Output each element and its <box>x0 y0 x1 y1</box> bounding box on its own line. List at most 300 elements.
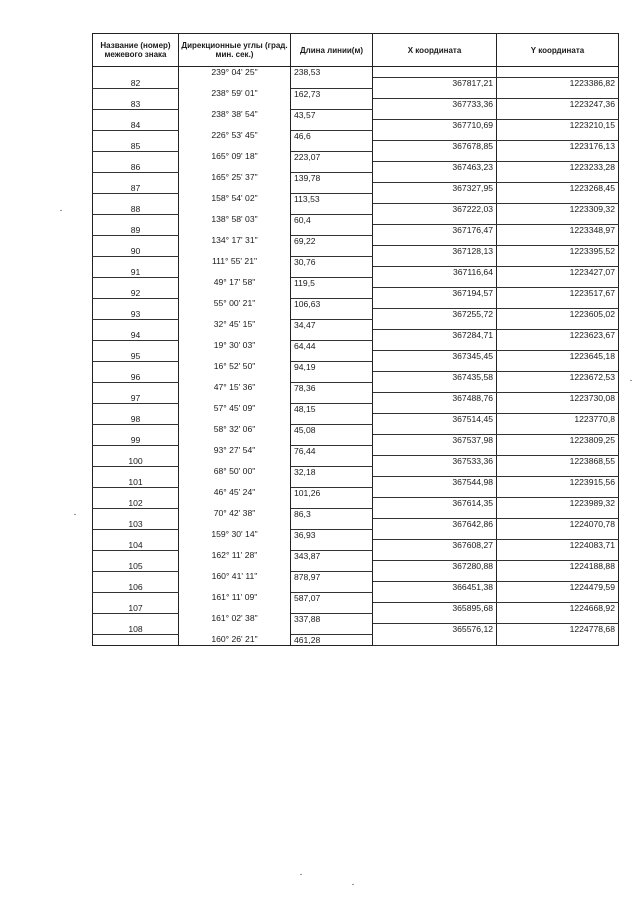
point-length-cell <box>291 309 373 320</box>
point-length-cell <box>291 561 373 572</box>
point-x: 367255,72 <box>373 309 497 320</box>
header-length: Длина линии(м) <box>291 34 373 67</box>
table-row-segment <box>93 466 619 477</box>
point-y: 1223517,67 <box>497 288 619 299</box>
segment-angle: 55° 00' 21" <box>179 298 291 309</box>
point-x: 367678,85 <box>373 141 497 152</box>
segment-y-cell <box>497 277 619 288</box>
scan-speck <box>630 380 632 381</box>
point-angle-cell <box>179 435 291 446</box>
table-row-segment <box>93 445 619 456</box>
point-angle-cell <box>179 246 291 257</box>
segment-name-cell <box>93 298 179 309</box>
segment-length: 94,19 <box>291 361 373 372</box>
point-x: 367345,45 <box>373 351 497 362</box>
segment-angle: 70° 42' 38" <box>179 508 291 519</box>
segment-x-cell <box>373 571 497 582</box>
point-y: 1223210,15 <box>497 120 619 131</box>
point-x: 367614,35 <box>373 498 497 509</box>
segment-y-cell <box>497 319 619 330</box>
point-angle-cell <box>179 309 291 320</box>
segment-name-cell <box>93 193 179 204</box>
segment-name-cell <box>93 172 179 183</box>
segment-y-cell <box>497 571 619 582</box>
point-name: 107 <box>93 603 179 614</box>
point-name: 94 <box>93 330 179 341</box>
segment-x-cell <box>373 172 497 183</box>
segment-angle: 161° 02' 38" <box>179 613 291 624</box>
point-angle-cell <box>179 141 291 152</box>
point-x: 365576,12 <box>373 624 497 635</box>
segment-y-cell <box>497 256 619 267</box>
point-length-cell <box>291 498 373 509</box>
segment-angle: 238° 59' 01" <box>179 88 291 99</box>
table-row-point <box>93 540 619 551</box>
segment-name-cell <box>93 487 179 498</box>
segment-length: 139,78 <box>291 172 373 183</box>
point-y: 1224083,71 <box>497 540 619 551</box>
segment-angle: 158° 54' 02" <box>179 193 291 204</box>
segment-y-cell <box>497 88 619 99</box>
table-row-segment <box>93 508 619 519</box>
point-name: 93 <box>93 309 179 320</box>
segment-y-cell <box>497 214 619 225</box>
table-row-point <box>93 162 619 173</box>
table-row-segment <box>93 67 619 78</box>
point-x: 367533,36 <box>373 456 497 467</box>
point-y: 1223605,02 <box>497 309 619 320</box>
point-length-cell <box>291 435 373 446</box>
segment-name-cell <box>93 445 179 456</box>
point-length-cell <box>291 120 373 131</box>
table-row-point <box>93 561 619 572</box>
segment-length: 238,53 <box>291 67 373 78</box>
table-row-point <box>93 78 619 89</box>
table-row-point <box>93 582 619 593</box>
point-y: 1223645,18 <box>497 351 619 362</box>
table-row-point <box>93 624 619 635</box>
point-name: 82 <box>93 78 179 89</box>
segment-angle: 226° 53' 45" <box>179 130 291 141</box>
segment-x-cell <box>373 613 497 624</box>
table-row-segment <box>93 151 619 162</box>
segment-y-cell <box>497 361 619 372</box>
segment-angle: 165° 09' 18" <box>179 151 291 162</box>
point-angle-cell <box>179 78 291 89</box>
segment-x-cell <box>373 67 497 78</box>
point-x: 367463,23 <box>373 162 497 173</box>
point-x: 367435,58 <box>373 372 497 383</box>
table-row-segment <box>93 361 619 372</box>
segment-angle: 161° 11' 09" <box>179 592 291 603</box>
point-angle-cell <box>179 414 291 425</box>
point-angle-cell <box>179 183 291 194</box>
point-length-cell <box>291 162 373 173</box>
point-name: 101 <box>93 477 179 488</box>
header-name: Название (номер) межевого знака <box>93 34 179 67</box>
point-y: 1223176,13 <box>497 141 619 152</box>
segment-length: 78,36 <box>291 382 373 393</box>
point-y: 1224070,78 <box>497 519 619 530</box>
segment-length: 86,3 <box>291 508 373 519</box>
point-name: 88 <box>93 204 179 215</box>
segment-angle: 57° 45' 09" <box>179 403 291 414</box>
header-x: X координата <box>373 34 497 67</box>
table-row-segment <box>93 277 619 288</box>
point-x: 367194,57 <box>373 288 497 299</box>
segment-angle: 16° 52' 50" <box>179 361 291 372</box>
segment-angle: 49° 17' 58" <box>179 277 291 288</box>
segment-angle: 111° 55' 21" <box>179 256 291 267</box>
table-row-point <box>93 120 619 131</box>
point-name: 100 <box>93 456 179 467</box>
point-y: 1223809,25 <box>497 435 619 446</box>
point-angle-cell <box>179 519 291 530</box>
segment-name-cell <box>93 424 179 435</box>
segment-name-cell <box>93 529 179 540</box>
point-x: 367284,71 <box>373 330 497 341</box>
segment-name-cell <box>93 634 179 645</box>
point-x: 367608,27 <box>373 540 497 551</box>
segment-angle: 162° 11' 28" <box>179 550 291 561</box>
segment-angle: 239° 04' 25" <box>179 67 291 78</box>
segment-length: 106,63 <box>291 298 373 309</box>
point-length-cell <box>291 141 373 152</box>
point-y: 1223268,45 <box>497 183 619 194</box>
segment-y-cell <box>497 592 619 603</box>
point-y: 1223989,32 <box>497 498 619 509</box>
scan-speck <box>74 514 76 515</box>
point-x: 367642,86 <box>373 519 497 530</box>
point-name: 85 <box>93 141 179 152</box>
segment-x-cell <box>373 634 497 645</box>
segment-name-cell <box>93 613 179 624</box>
point-length-cell <box>291 477 373 488</box>
segment-name-cell <box>93 277 179 288</box>
segment-angle: 47° 15' 36" <box>179 382 291 393</box>
segment-x-cell <box>373 361 497 372</box>
point-length-cell <box>291 225 373 236</box>
segment-y-cell <box>497 403 619 414</box>
segment-length: 119,5 <box>291 277 373 288</box>
point-length-cell <box>291 99 373 110</box>
table-row-segment <box>93 634 619 645</box>
segment-y-cell <box>497 550 619 561</box>
point-x: 367128,13 <box>373 246 497 257</box>
point-length-cell <box>291 393 373 404</box>
table-row-point <box>93 225 619 236</box>
header-angles: Дирекционные углы (град. мин. сек.) <box>179 34 291 67</box>
segment-x-cell <box>373 277 497 288</box>
table-row-segment <box>93 613 619 624</box>
point-y: 1223623,67 <box>497 330 619 341</box>
point-name: 95 <box>93 351 179 362</box>
table-row-point <box>93 435 619 446</box>
segment-angle: 46° 45' 24" <box>179 487 291 498</box>
segment-angle: 138° 58' 03" <box>179 214 291 225</box>
segment-name-cell <box>93 550 179 561</box>
segment-angle: 160° 26' 21" <box>179 634 291 645</box>
segment-angle: 165° 25' 37" <box>179 172 291 183</box>
point-name: 89 <box>93 225 179 236</box>
segment-length: 60,4 <box>291 214 373 225</box>
segment-name-cell <box>93 319 179 330</box>
point-angle-cell <box>179 393 291 404</box>
point-y: 1223348,97 <box>497 225 619 236</box>
segment-length: 461,28 <box>291 634 373 645</box>
segment-name-cell <box>93 508 179 519</box>
point-angle-cell <box>179 288 291 299</box>
point-x: 367817,21 <box>373 78 497 89</box>
segment-length: 30,76 <box>291 256 373 267</box>
point-name: 84 <box>93 120 179 131</box>
point-name: 97 <box>93 393 179 404</box>
segment-length: 36,93 <box>291 529 373 540</box>
point-angle-cell <box>179 540 291 551</box>
table-row-segment <box>93 487 619 498</box>
segment-y-cell <box>497 130 619 141</box>
point-name: 108 <box>93 624 179 635</box>
table-row-segment <box>93 298 619 309</box>
table-row-segment <box>93 193 619 204</box>
segment-y-cell <box>497 67 619 78</box>
segment-y-cell <box>497 445 619 456</box>
header-y: Y координата <box>497 34 619 67</box>
segment-y-cell <box>497 466 619 477</box>
segment-y-cell <box>497 193 619 204</box>
segment-x-cell <box>373 550 497 561</box>
segment-y-cell <box>497 340 619 351</box>
point-length-cell <box>291 372 373 383</box>
table-row-point <box>93 393 619 404</box>
point-y: 1223868,55 <box>497 456 619 467</box>
table-row-point <box>93 330 619 341</box>
boundary-coordinates-table <box>92 33 619 646</box>
point-angle-cell <box>179 582 291 593</box>
table-row-point <box>93 141 619 152</box>
point-name: 102 <box>93 498 179 509</box>
point-name: 98 <box>93 414 179 425</box>
point-angle-cell <box>179 351 291 362</box>
table-row-point <box>93 246 619 257</box>
table-row-point <box>93 603 619 614</box>
point-name: 86 <box>93 162 179 173</box>
segment-x-cell <box>373 403 497 414</box>
segment-y-cell <box>497 613 619 624</box>
point-length-cell <box>291 624 373 635</box>
table-row-segment <box>93 529 619 540</box>
table-row-segment <box>93 256 619 267</box>
point-name: 92 <box>93 288 179 299</box>
segment-x-cell <box>373 487 497 498</box>
point-name: 99 <box>93 435 179 446</box>
point-angle-cell <box>179 162 291 173</box>
point-length-cell <box>291 540 373 551</box>
table-row-point <box>93 99 619 110</box>
segment-length: 337,88 <box>291 613 373 624</box>
segment-x-cell <box>373 298 497 309</box>
point-name: 105 <box>93 561 179 572</box>
segment-x-cell <box>373 235 497 246</box>
segment-angle: 58° 32' 06" <box>179 424 291 435</box>
table-body <box>93 67 619 646</box>
point-name: 103 <box>93 519 179 530</box>
table-row-point <box>93 351 619 362</box>
point-length-cell <box>291 603 373 614</box>
segment-x-cell <box>373 214 497 225</box>
segment-y-cell <box>497 109 619 120</box>
point-angle-cell <box>179 603 291 614</box>
point-angle-cell <box>179 372 291 383</box>
segment-y-cell <box>497 151 619 162</box>
point-y: 1223233,28 <box>497 162 619 173</box>
point-angle-cell <box>179 120 291 131</box>
point-y: 1223386,82 <box>497 78 619 89</box>
point-name: 87 <box>93 183 179 194</box>
segment-y-cell <box>497 172 619 183</box>
point-x: 367222,03 <box>373 204 497 215</box>
segment-x-cell <box>373 466 497 477</box>
segment-y-cell <box>497 634 619 645</box>
table-row-segment <box>93 403 619 414</box>
point-y: 1223395,52 <box>497 246 619 257</box>
segment-angle: 19° 30' 03" <box>179 340 291 351</box>
point-angle-cell <box>179 624 291 635</box>
segment-name-cell <box>93 256 179 267</box>
segment-x-cell <box>373 256 497 267</box>
segment-name-cell <box>93 109 179 120</box>
point-x: 365895,68 <box>373 603 497 614</box>
segment-x-cell <box>373 424 497 435</box>
point-y: 1224778,68 <box>497 624 619 635</box>
segment-y-cell <box>497 487 619 498</box>
segment-x-cell <box>373 382 497 393</box>
segment-length: 101,26 <box>291 487 373 498</box>
point-name: 90 <box>93 246 179 257</box>
segment-name-cell <box>93 403 179 414</box>
segment-name-cell <box>93 466 179 477</box>
segment-x-cell <box>373 130 497 141</box>
segment-name-cell <box>93 214 179 225</box>
point-y: 1223915,56 <box>497 477 619 488</box>
point-name: 83 <box>93 99 179 110</box>
point-name: 106 <box>93 582 179 593</box>
point-angle-cell <box>179 561 291 572</box>
table-header-row <box>93 34 619 67</box>
point-x: 367116,64 <box>373 267 497 278</box>
scan-speck <box>300 874 302 875</box>
segment-length: 69,22 <box>291 235 373 246</box>
segment-x-cell <box>373 592 497 603</box>
survey-sheet <box>92 33 618 847</box>
point-length-cell <box>291 183 373 194</box>
segment-x-cell <box>373 508 497 519</box>
point-x: 367733,36 <box>373 99 497 110</box>
segment-name-cell <box>93 571 179 582</box>
segment-length: 34,47 <box>291 319 373 330</box>
point-length-cell <box>291 456 373 467</box>
segment-name-cell <box>93 130 179 141</box>
point-x: 367488,76 <box>373 393 497 404</box>
point-length-cell <box>291 288 373 299</box>
segment-x-cell <box>373 193 497 204</box>
table-row-point <box>93 267 619 278</box>
table-row-point <box>93 183 619 194</box>
table-row-segment <box>93 130 619 141</box>
segment-y-cell <box>497 382 619 393</box>
segment-y-cell <box>497 235 619 246</box>
segment-y-cell <box>497 424 619 435</box>
segment-angle: 160° 41' 11" <box>179 571 291 582</box>
segment-length: 223,07 <box>291 151 373 162</box>
point-x: 367514,45 <box>373 414 497 425</box>
point-y: 1223672,53 <box>497 372 619 383</box>
table-row-point <box>93 372 619 383</box>
point-length-cell <box>291 330 373 341</box>
point-length-cell <box>291 414 373 425</box>
table-row-segment <box>93 88 619 99</box>
point-angle-cell <box>179 99 291 110</box>
table-row-point <box>93 414 619 425</box>
segment-y-cell <box>497 529 619 540</box>
table-row-point <box>93 519 619 530</box>
segment-angle: 32° 45' 15" <box>179 319 291 330</box>
table-row-point <box>93 309 619 320</box>
point-angle-cell <box>179 204 291 215</box>
point-y: 1223730,08 <box>497 393 619 404</box>
point-y: 1223770,8 <box>497 414 619 425</box>
segment-name-cell <box>93 88 179 99</box>
table-row-segment <box>93 109 619 120</box>
segment-x-cell <box>373 109 497 120</box>
segment-x-cell <box>373 88 497 99</box>
point-angle-cell <box>179 330 291 341</box>
segment-length: 343,87 <box>291 550 373 561</box>
point-length-cell <box>291 582 373 593</box>
scan-speck <box>60 210 62 211</box>
segment-name-cell <box>93 592 179 603</box>
table-row-segment <box>93 382 619 393</box>
point-x: 367176,47 <box>373 225 497 236</box>
segment-name-cell <box>93 382 179 393</box>
point-length-cell <box>291 78 373 89</box>
segment-x-cell <box>373 445 497 456</box>
segment-length: 46,6 <box>291 130 373 141</box>
point-x: 366451,38 <box>373 582 497 593</box>
segment-length: 32,18 <box>291 466 373 477</box>
segment-angle: 159° 30' 14" <box>179 529 291 540</box>
segment-name-cell <box>93 67 179 78</box>
segment-y-cell <box>497 508 619 519</box>
point-y: 1224668,92 <box>497 603 619 614</box>
scan-speck <box>352 884 354 885</box>
point-name: 91 <box>93 267 179 278</box>
point-y: 1223309,32 <box>497 204 619 215</box>
segment-length: 48,15 <box>291 403 373 414</box>
point-length-cell <box>291 204 373 215</box>
point-length-cell <box>291 519 373 530</box>
segment-length: 76,44 <box>291 445 373 456</box>
point-x: 367537,98 <box>373 435 497 446</box>
table-row-segment <box>93 340 619 351</box>
point-name: 104 <box>93 540 179 551</box>
segment-length: 45,08 <box>291 424 373 435</box>
segment-x-cell <box>373 151 497 162</box>
table-row-segment <box>93 235 619 246</box>
point-length-cell <box>291 246 373 257</box>
point-angle-cell <box>179 267 291 278</box>
segment-length: 587,07 <box>291 592 373 603</box>
